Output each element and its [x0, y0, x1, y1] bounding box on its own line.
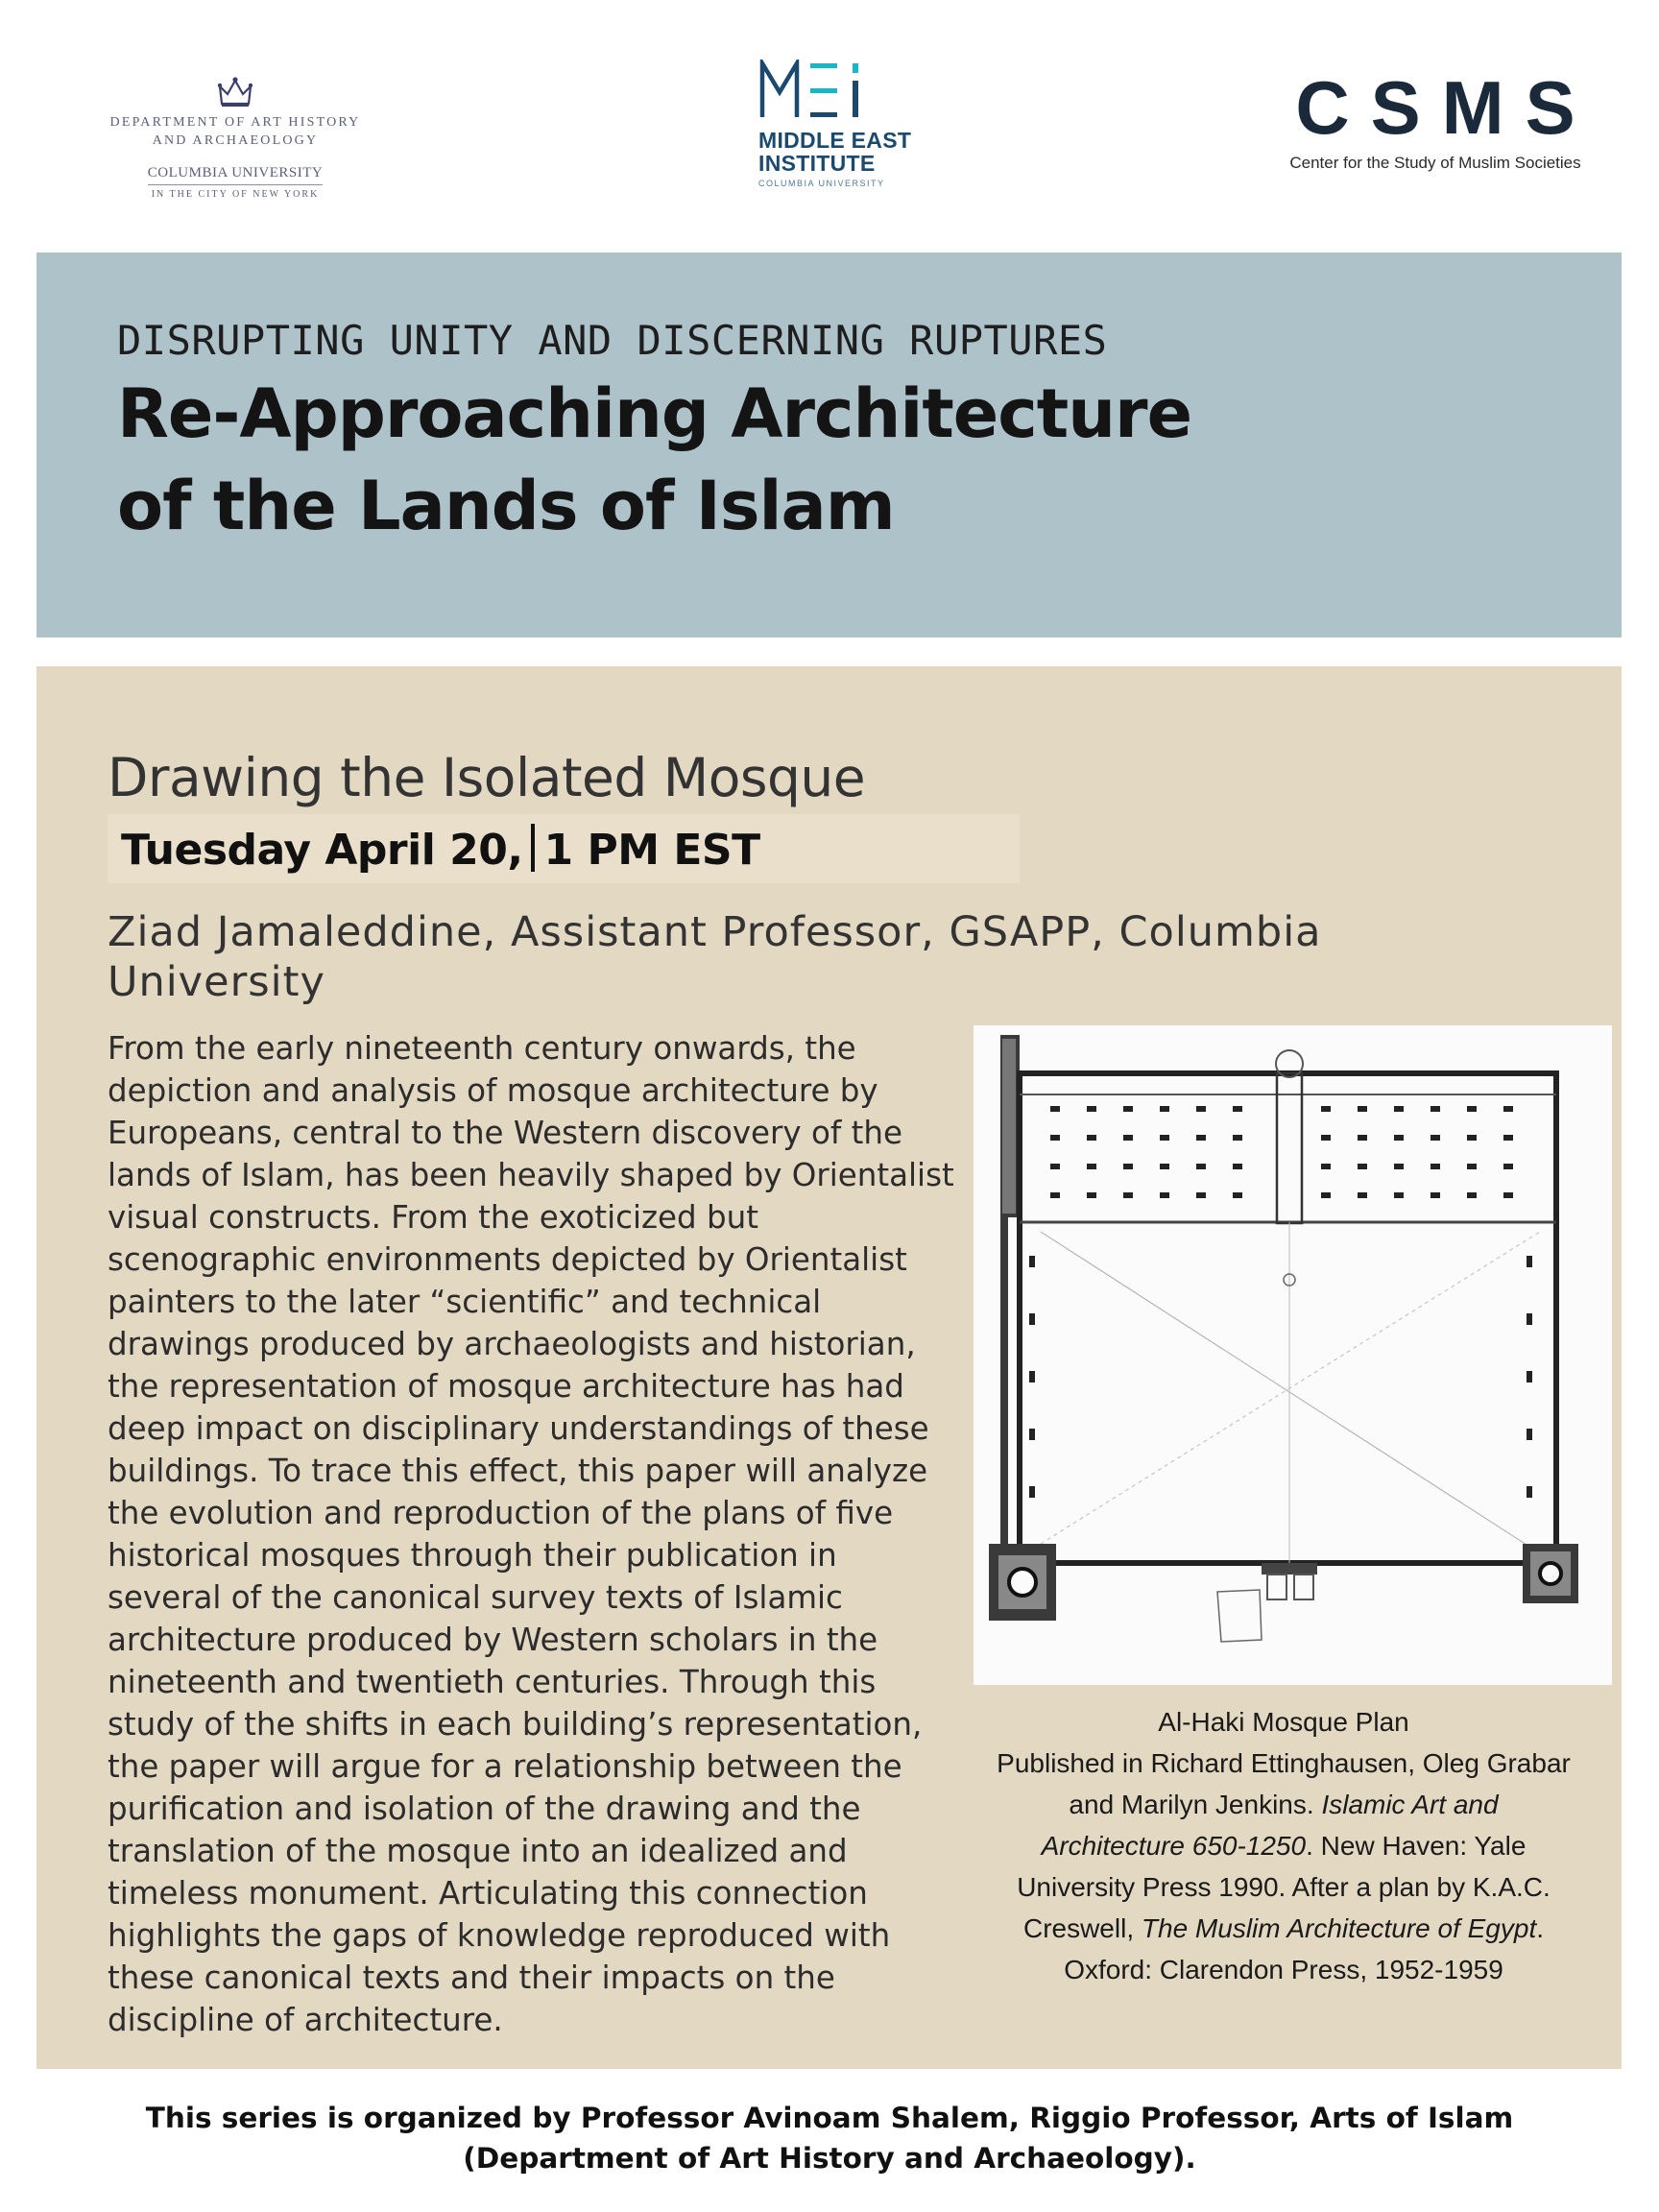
caption-book-title: The Muslim Architecture of Egypt — [1141, 1913, 1537, 1943]
series-title-line2: of the Lands of Islam — [117, 467, 895, 545]
caption-text: . — [1536, 1913, 1545, 1943]
dept-name-line1: DEPARTMENT OF ART HISTORY — [109, 115, 361, 130]
caption-book-title: Islamic Art and — [1321, 1790, 1499, 1819]
abstract-line: Europeans, central to the Western discovery of the — [108, 1115, 902, 1151]
caption-text: and Marilyn Jenkins. — [1069, 1790, 1322, 1819]
date-time-divider — [531, 824, 535, 872]
abstract-line: painters to the later “scientific” and technical — [108, 1284, 822, 1320]
abstract-line: these canonical texts and their impacts on the — [108, 1960, 835, 1996]
series-title — [117, 368, 1365, 552]
talk-title: Drawing the Isolated Mosque — [108, 747, 866, 808]
csms-full-name: Center for the Study of Muslim Societies — [1289, 154, 1581, 172]
caption-book-title: Architecture 650-1250 — [1041, 1831, 1307, 1861]
talk-time: 1 PM EST — [543, 826, 760, 875]
abstract-line: historical mosques through their publication in — [108, 1537, 837, 1574]
caption-line — [972, 1908, 1596, 1949]
caption-text: . New Haven: Yale — [1306, 1831, 1527, 1861]
abstract-line: scenographic environments depicted by Orientalist — [108, 1241, 907, 1278]
abstract-line: study of the shifts in each building’s representation, — [108, 1706, 923, 1743]
csms-logo — [1258, 65, 1613, 173]
columbia-art-history-logo — [91, 75, 379, 200]
al-haki-mosque-plan-drawing — [974, 1025, 1612, 1685]
caption-line: Oxford: Clarendon Press, 1952-1959 — [1064, 1955, 1503, 1984]
abstract-line: timeless monument. Articulating this connection — [108, 1875, 868, 1911]
organizer-note: This series is organized by Professor Avinoam Shalem, Riggio Professor, Arts of Islam (Department of Art History and Archaeology). — [145, 2102, 1514, 2175]
abstract-line: deep impact on disciplinary understandings of these — [108, 1410, 929, 1447]
abstract-line: translation of the mosque into an idealized and — [108, 1833, 848, 1869]
abstract-line: highlights the gaps of knowledge reproduced with — [108, 1917, 891, 1954]
series-label: DISRUPTING UNITY AND DISCERNING RUPTURES — [117, 317, 1108, 364]
mosque-plan-image — [974, 1025, 1612, 1685]
abstract-line: nineteenth and twentieth centuries. Through this — [108, 1664, 877, 1700]
mei-name-line2: INSTITUTE — [758, 151, 876, 176]
talk-abstract — [108, 1027, 972, 2041]
caption-line — [972, 1784, 1596, 1825]
csms-wordmark: CSMS — [1295, 65, 1597, 150]
talk-date: Tuesday April 20, — [121, 826, 523, 875]
abstract-line: several of the canonical survey texts of Islamic — [108, 1579, 843, 1616]
speaker-line2: University — [108, 958, 325, 1006]
abstract-line: the evolution and reproduction of the plans of five — [108, 1495, 894, 1531]
image-caption — [972, 1701, 1596, 1990]
mei-wordmark — [758, 60, 874, 119]
mei-affiliation: COLUMBIA UNIVERSITY — [758, 179, 885, 188]
caption-text: Creswell, — [1022, 1913, 1142, 1943]
mei-name-line1: MIDDLE EAST — [758, 128, 912, 153]
caption-title: Al-Haki Mosque Plan — [1158, 1707, 1409, 1737]
caption-line: University Press 1990. After a plan by K.A.C. — [1017, 1872, 1551, 1902]
abstract-line: purification and isolation of the drawing and the — [108, 1791, 861, 1827]
dept-name-line2: AND ARCHAEOLOGY — [152, 133, 319, 148]
abstract-line: visual constructs. From the exoticized but — [108, 1199, 758, 1236]
series-title-line1: Re-Approaching Architecture — [117, 374, 1192, 453]
columbia-crown-icon — [216, 75, 254, 108]
caption-line — [972, 1825, 1596, 1866]
talk-datetime — [121, 824, 760, 875]
caption-line: Published in Richard Ettinghausen, Oleg Grabar — [997, 1748, 1571, 1778]
abstract-line: the representation of mosque architecture has had — [108, 1368, 904, 1405]
speaker-info — [108, 907, 1548, 1007]
abstract-line: lands of Islam, has been heavily shaped by Orientalist — [108, 1157, 954, 1193]
university-name: COLUMBIA UNIVERSITY — [148, 165, 323, 185]
abstract-line: depiction and analysis of mosque architecture by — [108, 1072, 878, 1109]
abstract-line: From the early nineteenth century onwards, the — [108, 1030, 856, 1067]
university-city: IN THE CITY OF NEW YORK — [151, 189, 320, 200]
abstract-line: drawings produced by archaeologists and historian, — [108, 1326, 916, 1362]
abstract-line: architecture produced by Western scholars in the — [108, 1622, 878, 1658]
mei-logo — [758, 60, 917, 188]
abstract-line: the paper will argue for a relationship between the — [108, 1748, 902, 1785]
abstract-line: discipline of architecture. — [108, 2002, 503, 2038]
abstract-line: buildings. To trace this effect, this paper will analyze — [108, 1453, 928, 1489]
speaker-line1: Ziad Jamaleddine, Assistant Professor, GSAPP, Columbia — [108, 908, 1322, 956]
